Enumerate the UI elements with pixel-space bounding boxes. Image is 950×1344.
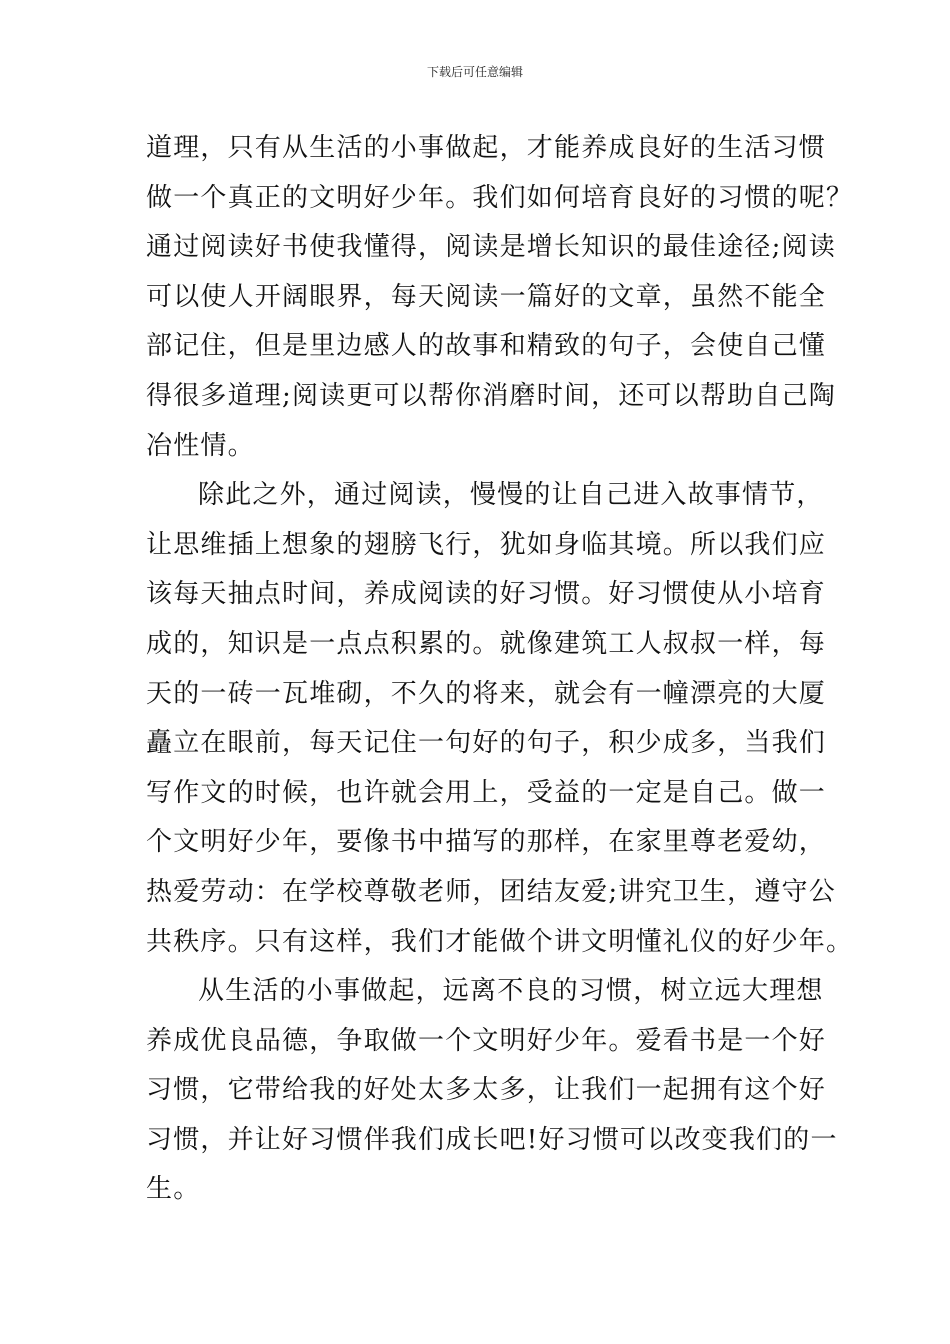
text-line: 成的，知识是一点点积累的。就像建筑工人叔叔一样，每	[146, 628, 827, 659]
body-text	[146, 124, 854, 1215]
text-line: 天的一砖一瓦堆砌，不久的将来，就会有一幢漂亮的大厦	[146, 678, 827, 709]
text-line: 可以使人开阔眼界，每天阅读一篇好的文章，虽然不能全	[146, 281, 827, 312]
page-header: 下载后可任意编辑	[426, 65, 523, 79]
text-line: 让思维插上想象的翅膀飞行，犹如身临其境。所以我们应	[146, 529, 827, 560]
text-line: 该每天抽点时间，养成阅读的好习惯。好习惯使从小培育	[146, 579, 827, 610]
text-line: 习惯，它带给我的好处太多太多，让我们一起拥有这个好	[146, 1075, 827, 1106]
text-line: 道理，只有从生活的小事做起，才能养成良好的生活习惯	[146, 133, 827, 163]
text-line: 习惯，并让好习惯伴我们成长吧!好习惯可以改变我们的一	[146, 1124, 838, 1155]
paragraph-start-line: 从生活的小事做起，远离不良的习惯，树立远大理想	[198, 976, 824, 1007]
text-line: 生。	[146, 1174, 201, 1205]
text-line: 通过阅读好书使我懂得，阅读是增长知识的最佳途径;阅读	[146, 232, 836, 263]
paragraph-start-line: 除此之外，通过阅读，慢慢的让自己进入故事情节，	[198, 480, 824, 511]
text-line: 共秩序。只有这样，我们才能做个讲文明懂礼仪的好少年。	[146, 926, 854, 957]
text-line: 个文明好少年，要像书中描写的那样，在家里尊老爱幼，	[146, 827, 827, 858]
text-line: 得很多道理;阅读更可以帮你消磨时间，还可以帮助自己陶	[146, 380, 836, 411]
text-line: 做一个真正的文明好少年。我们如何培育良好的习惯的呢？	[146, 182, 854, 213]
text-line: 冶性情。	[146, 430, 255, 461]
text-line: 矗立在眼前，每天记住一句好的句子，积少成多，当我们	[146, 728, 827, 759]
text-line: 养成优良品德，争取做一个文明好少年。爱看书是一个好	[146, 1025, 827, 1056]
text-line: 热爱劳动：在学校尊敬老师，团结友爱;讲究卫生，遵守公	[146, 876, 836, 907]
text-line: 部记住，但是里边感人的故事和精致的句子，会使自己懂	[146, 331, 827, 362]
text-line: 写作文的时候，也许就会用上，受益的一定是自己。做一	[146, 777, 827, 808]
